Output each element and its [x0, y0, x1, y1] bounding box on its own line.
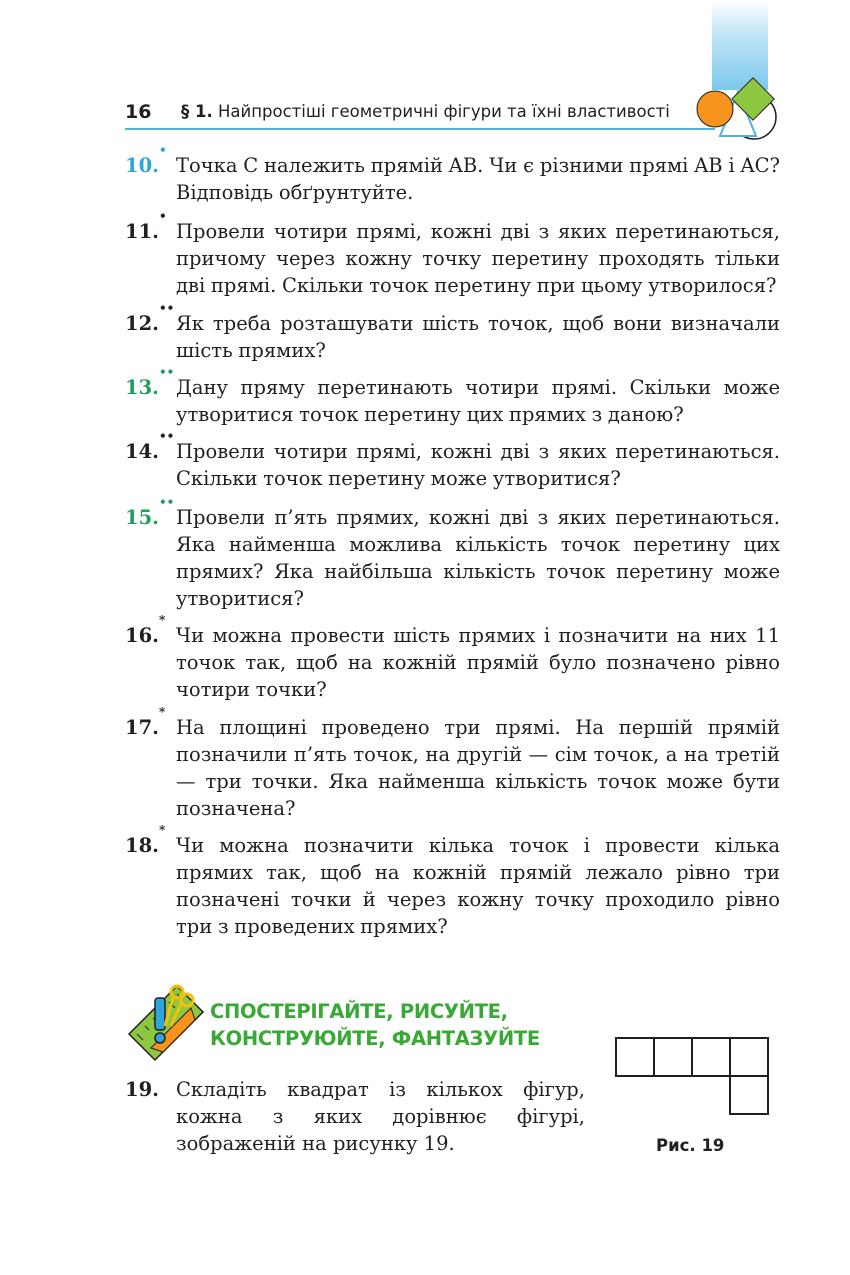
problem-number: 17.* [125, 705, 166, 739]
orange-circle-shape [697, 91, 733, 127]
problem-text: На площині проведено три прямі. На першій прямій позначили п’ять точок, на другій — сім точок, а на третій — три точки. Яка найменша кількість точок може бути позначена? [176, 716, 780, 820]
problem-text: Провели чотири прямі, кожні дві з яких перетинаються, причому через кожну точку перетину проходять тільки дві прямі. Скільки точок перетину при цьому утворилося? [176, 220, 780, 297]
problem-14 [125, 429, 780, 492]
problem-text: Провели чотири прямі, кожні дві з яких перетинаються. Скільки точок перетину може утворитися? [176, 440, 780, 490]
problem-11 [125, 209, 780, 299]
difficulty-mark: * [158, 613, 166, 627]
figure-19 [614, 1036, 774, 1116]
page-header [0, 0, 850, 140]
problem-text: Як треба розташувати шість точок, щоб вони визначали шість прямих? [176, 312, 780, 362]
problem-number: 19. [125, 1078, 159, 1101]
difficulty-mark: * [158, 823, 166, 837]
problem-18 [125, 823, 780, 940]
problem-13 [125, 365, 780, 428]
section-title: Найпростіші геометричні фігури та їхні властивості [218, 102, 670, 121]
problem-number: 14.•• [125, 429, 175, 463]
difficulty-mark: •• [158, 301, 175, 315]
problem-text: Чи можна провести шість прямих і позначити на них 11 точок так, щоб на кожній прямій було позначено рівно чотири точки? [176, 624, 780, 701]
problem-number: 16.* [125, 613, 166, 647]
figure-cell [730, 1038, 768, 1076]
section-label: § 1. [181, 102, 213, 121]
problem-16 [125, 613, 780, 703]
section-heading [125, 982, 555, 1062]
problem-19 [125, 1076, 585, 1157]
difficulty-mark: * [158, 705, 166, 719]
difficulty-mark: •• [158, 365, 175, 379]
scissors-ruler-exclamation-icon [125, 982, 205, 1062]
section-title-line-1: СПОСТЕРІГАЙТЕ, РИСУЙТЕ, [210, 1000, 508, 1023]
problem-12 [125, 301, 780, 364]
problem-number: 12.•• [125, 301, 175, 335]
problem-15 [125, 495, 780, 612]
problem-number: 15.•• [125, 495, 175, 529]
section-title-line-2: КОНСТРУЮЙТЕ, ФАНТАЗУЙТЕ [210, 1027, 540, 1050]
problem-text: Складіть квадрат із кількох фігур, кожна з яких дорівнює фігурі, зображеній на рисунку 19. [176, 1078, 585, 1155]
header-rule [125, 128, 715, 130]
difficulty-mark: • [158, 209, 167, 223]
page-number: 16 [125, 101, 152, 123]
figure-cell [692, 1038, 730, 1076]
figure-cell [730, 1076, 768, 1114]
problem-number: 10.• [125, 143, 167, 177]
problem-text: Точка C належить прямій AB. Чи є різними прямі AB і AC? Відповідь обґрунтуйте. [176, 154, 780, 204]
problem-17 [125, 705, 780, 822]
difficulty-mark: •• [158, 429, 175, 443]
problem-number: 18.* [125, 823, 166, 857]
figure-cell [654, 1038, 692, 1076]
figure-cell [616, 1038, 654, 1076]
problem-10 [125, 143, 780, 206]
problem-text: Дану пряму перетинають чотири прямі. Скільки може утворитися точок перетину цих прямих з даною? [176, 376, 780, 426]
problem-text: Провели п’ять прямих, кожні дві з яких перетинаються. Яка найменша можлива кількість точок перетину цих прямих? Яка найбільша кількість точок перетину може утворитися? [176, 506, 780, 610]
problem-text: Чи можна позначити кілька точок і провести кілька прямих так, щоб на кожній прямій лежало рівно три позначені точки й через кожну точку проходило рівно три з проведених прямих? [176, 834, 780, 938]
figure-caption: Рис. 19 [656, 1136, 725, 1155]
difficulty-mark: •• [158, 495, 175, 509]
running-title [181, 102, 670, 121]
difficulty-mark: • [158, 143, 167, 157]
geometric-shapes-icon [690, 72, 790, 142]
problem-number: 11.• [125, 209, 167, 243]
section-title [210, 998, 540, 1052]
problem-number: 13.•• [125, 365, 175, 399]
